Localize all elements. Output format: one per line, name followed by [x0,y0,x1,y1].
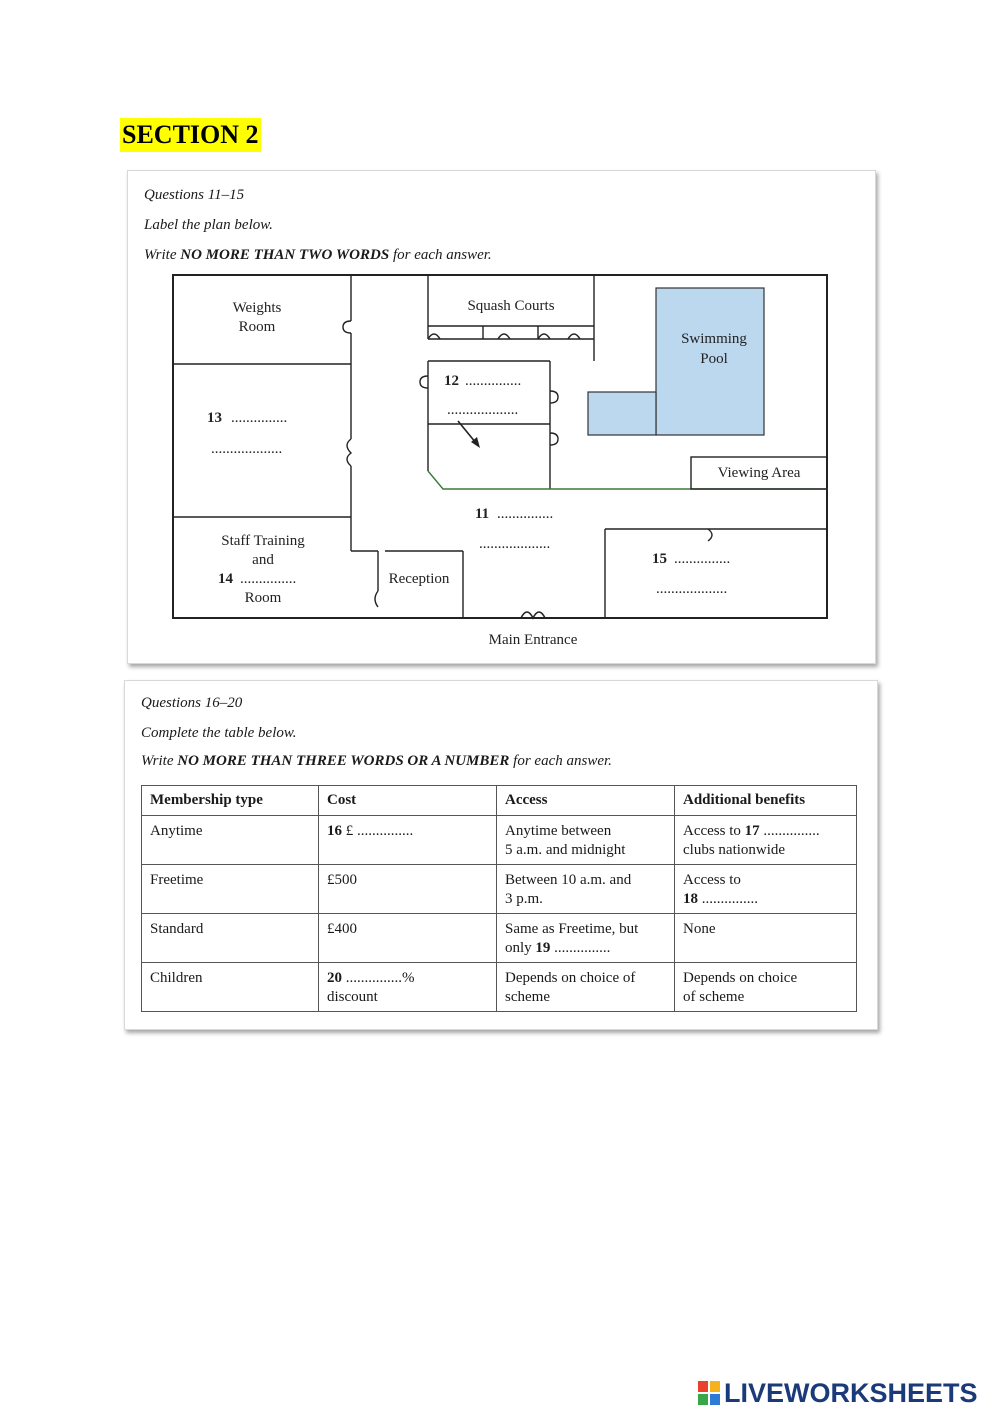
cell-cost: 20 ...............% discount [319,963,497,1012]
cell-benefits: Access to 17 ............... clubs nationwide [675,816,857,865]
swimming-pool-label: Swimming [681,331,747,347]
cell-access: Anytime between 5 a.m. and midnight [497,816,675,865]
table-row [142,816,857,865]
table-row [142,914,857,963]
cell-type: Freetime [142,865,319,914]
table-row [142,963,857,1012]
cell-cost: £500 [319,865,497,914]
reception-label: Reception [388,571,450,587]
q12-blank: ............... [465,373,522,389]
q13-number: 13 [207,410,222,426]
q15-blank-2: ................... [656,581,728,597]
table-header-row [142,786,857,816]
staff-room-label: Room [244,590,282,606]
header-additional-benefits: Additional benefits [675,786,857,816]
liveworksheets-logo-icon [698,1381,720,1405]
plan-word-limit: Write NO MORE THAN TWO WORDS for each answer. [144,247,492,263]
q13-blank-2: ................... [211,441,283,457]
q12-number: 12 [444,373,459,389]
q15-blank: ............... [674,551,731,567]
q12-blank-2: ................... [447,402,519,418]
section-title: SECTION 2 [120,118,261,152]
cell-cost: 16 £ ............... [319,816,497,865]
cell-access: Same as Freetime, but only 19 ............... [497,914,675,963]
liveworksheets-logo-text: LIVEWORKSHEETS [724,1377,978,1408]
questions-16-20-heading: Questions 16–20 [141,695,243,711]
weights-room-label: Weights [232,300,282,316]
cell-benefits: Access to 18 ............... [675,865,857,914]
swimming-pool-label-2: Pool [700,351,728,367]
header-access: Access [497,786,675,816]
membership-table [141,785,857,1012]
plan-card [127,170,876,664]
header-cost: Cost [319,786,497,816]
viewing-area-label: Viewing Area [717,465,801,481]
table-word-limit: Write NO MORE THAN THREE WORDS OR A NUMBER for each answer. [141,753,612,769]
weights-room-label-2: Room [238,319,276,335]
cell-type: Children [142,963,319,1012]
q15-number: 15 [652,551,667,567]
squash-courts-label: Squash Courts [467,298,555,314]
swimming-pool-annex [588,392,656,435]
staff-training-and: and [252,552,274,568]
header-membership-type: Membership type [142,786,319,816]
cell-benefits: Depends on choice of scheme [675,963,857,1012]
q14-blank: ............... [240,571,297,587]
cell-access: Depends on choice of scheme [497,963,675,1012]
cell-cost: £400 [319,914,497,963]
table-card [124,680,878,1030]
table-instruction: Complete the table below. [141,725,297,741]
table-row [142,865,857,914]
q11-blank: ............... [497,506,554,522]
liveworksheets-logo[interactable] [698,1378,978,1408]
plan-instruction: Label the plan below. [144,217,273,233]
questions-11-15-heading: Questions 11–15 [144,187,245,203]
cell-benefits: None [675,914,857,963]
staff-training-label: Staff Training [221,533,305,549]
floor-plan [128,171,875,663]
q13-blank: ............... [231,410,288,426]
q14-number: 14 [218,571,233,587]
q11-number: 11 [475,506,490,522]
cell-type: Anytime [142,816,319,865]
main-entrance-label: Main Entrance [488,632,578,648]
q11-blank-2: ................... [479,536,551,552]
cell-type: Standard [142,914,319,963]
cell-access: Between 10 a.m. and 3 p.m. [497,865,675,914]
